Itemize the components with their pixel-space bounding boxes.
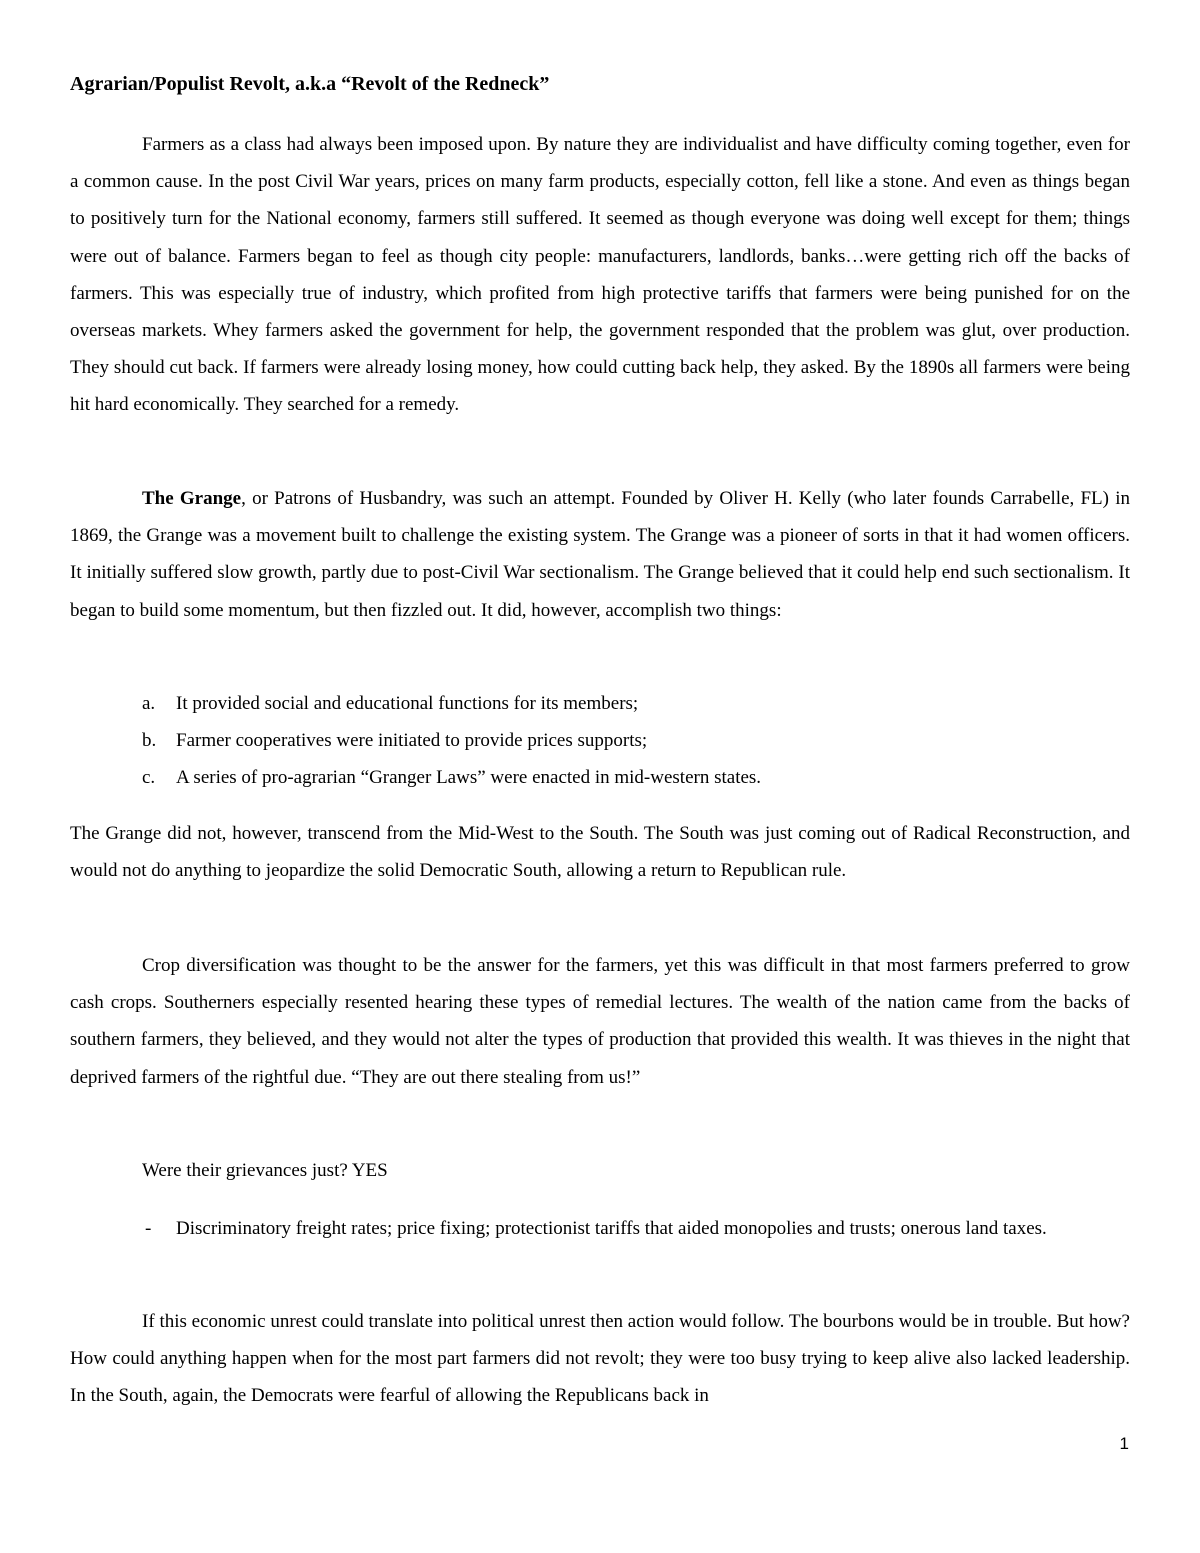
document-title: Agrarian/Populist Revolt, a.k.a “Revolt of the Redneck” [70,73,550,95]
list-marker: b. [142,730,157,751]
list-marker: a. [142,693,156,714]
paragraph-grange-south: The Grange did not, however, transcend from the Mid-West to the South. The South was just coming out of Radical Reconstruction, and would not do anything to jeopardize the solid Democratic South, allowing a return to Republican rule. [70,823,1130,882]
paragraph-economic-unrest: If this economic unrest could translate into political unrest then action would follow. The bourbons would be in trouble. But how? How could anything happen when for the most part farmers did not revolt; they were too busy trying to keep alive also lacked leadership. In the South, again, the Democrats were fearful of allowing the Republicans back in [70,1311,1130,1407]
dash-marker: - [145,1218,152,1239]
grievance-list-item [70,1210,1130,1247]
grange-bold-term: The Grange [142,488,242,509]
paragraph-crop-diversification: Crop diversification was thought to be the answer for the farmers, yet this was difficult in that most farmers preferred to grow cash crops. Southerners especially resented hearing these types of remedial lectures. The wealth of the nation came from the backs of southern farmers, they believed, and they would not alter the types of production that provided this wealth. It was thieves in the night that deprived farmers of the rightful due. “They are out there stealing from us!” [70,955,1130,1088]
list-marker: c. [142,767,156,788]
grange-text: , or Patrons of Husbandry, was such an attempt. Founded by Oliver H. Kelly (who later founds Carrabelle, FL) in 1869, the Grange was a movement built to challenge the existing system. The Grange was a pioneer of sorts in that it had women officers. It initially suffered slow growth, partly due to post-Civil War sectionalism. The Grange believed that it could help end such sectionalism. It began to build some momentum, but then fizzled out. It did, however, accomplish two things: [70,488,1130,621]
paragraph-farmers: Farmers as a class had always been imposed upon. By nature they are individualist and have difficulty coming together, even for a common cause. In the post Civil War years, prices on many farm products, especially cotton, fell like a stone. And even as things began to positively turn for the National economy, farmers still suffered. It seemed as though everyone was doing well except for them; things were out of balance. Farmers began to feel as though city people: manufacturers, landlords, banks…were getting rich off the backs of farmers. This was especially true of industry, which profited from high protective tariffs that farmers were being punished for on the overseas markets. Whey farmers asked the government for help, the government responded that the problem was glut, over production. They should cut back. If farmers were already losing money, how could cutting back help, they asked. By the 1890s all farmers were being hit hard economically. They searched for a remedy. [70,134,1130,416]
list-text: Farmer cooperatives were initiated to provide prices supports; [176,730,648,751]
page-number: 1 [1119,1434,1129,1453]
grievance-text: Discriminatory freight rates; price fixing; protectionist tariffs that aided monopolies and trusts; onerous land taxes. [176,1218,1047,1239]
paragraph-grange [70,480,1130,629]
paragraph-grievances-question: Were their grievances just? YES [142,1160,388,1181]
list-text: A series of pro-agrarian “Granger Laws” were enacted in mid-western states. [176,767,762,788]
list-text: It provided social and educational functions for its members; [176,693,639,714]
